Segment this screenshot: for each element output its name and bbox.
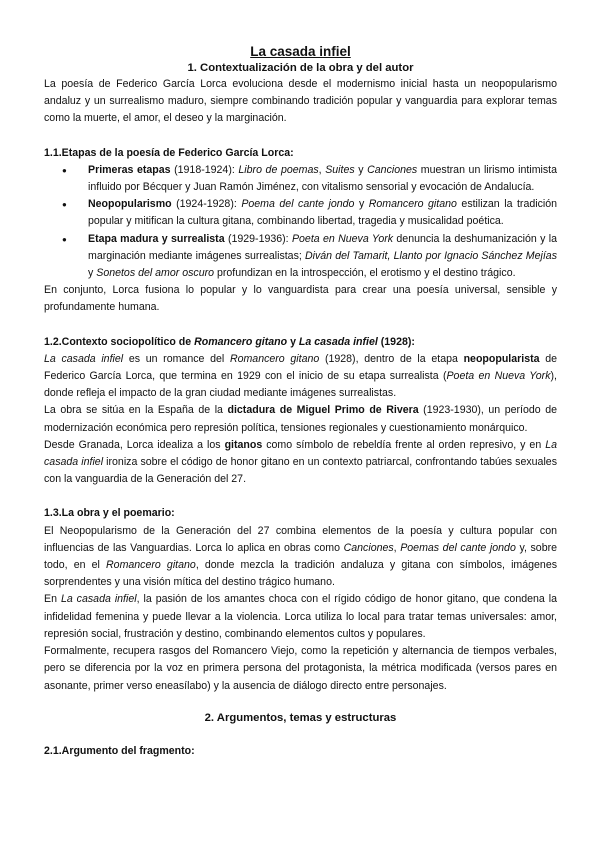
subsection-1-2-paragraph-3: Desde Granada, Lorca idealiza a los gitanos como símbolo de rebeldía frente al orden represivo, y en La casada infiel ironiza sobre el código de honor gitano en un contexto patriarcal, confrontando tabúes sexuales con la vanguardia de la Generación del 27. bbox=[44, 438, 557, 486]
section-1-heading: 1. Contextualización de la obra y del autor bbox=[187, 62, 414, 74]
list-item: ● Primeras etapas (1918-1924): Libro de poemas, Suites y Canciones muestran un lirismo intimista influido por Bécquer y Juan Ramón Jiménez, con vitalismo sensorial y evocación de Andalucía. bbox=[88, 162, 557, 196]
list-item: ● Etapa madura y surrealista (1929-1936): Poeta en Nueva York denuncia la deshumanización y la marginación mediante imágenes surrealistas; Diván del Tamarit, Llanto por Ignacio Sánchez Mejías y Sonetos del amor oscuro profundizan en la introspección, el erotismo y el destino trágico. bbox=[88, 231, 557, 283]
list-item: ● Neopopularismo (1924-1928): Poema del cante jondo y Romancero gitano estilizan la tradición popular y mitifican la cultura gitana, combinando libertad, tragedia y musicalidad poética. bbox=[88, 196, 557, 230]
subsection-1-1-heading: 1.1.Etapas de la poesía de Federico García Lorca: bbox=[44, 146, 294, 159]
document-title: La casada infiel bbox=[250, 44, 351, 59]
subsection-1-3-paragraph-1: El Neopopularismo de la Generación del 27 combina elementos de la poesía y cultura popular con influencias de las Vanguardias. Lorca lo aplica en obras como Canciones, Poemas del cante jondo y, sobre todo, en el Romancero gitano, donde mezcla la tradición andaluza y gitana con símbolos, imágenes sorprendentes y una visión mítica del destino trágico humano. bbox=[44, 524, 558, 589]
section-1-intro: La poesía de Federico García Lorca evoluciona desde el modernismo inicial hasta un neopopularismo andaluz y un surrealismo maduro, siempre combinando tradición popular y vanguardia para explorar temas como la muerte, el amor, el deseo y la marginación. bbox=[44, 78, 557, 125]
subsection-1-2-paragraph-2: La obra se sitúa en la España de la dictadura de Miguel Primo de Rivera (1923-1930), un período de modernización económica pero represión política, tensiones regionales y cuestionamiento monárquico. bbox=[44, 404, 557, 434]
subsection-1-1-closing: En conjunto, Lorca fusiona lo popular y lo vanguardista para crear una poesía universal, sensible y profundamente humana. bbox=[44, 284, 557, 314]
subsection-2-1-heading: 2.1.Argumento del fragmento: bbox=[44, 744, 195, 757]
document-page bbox=[44, 44, 557, 760]
subsection-1-3-heading: 1.3.La obra y el poemario: bbox=[44, 507, 175, 520]
subsection-1-2-paragraph-1: La casada infiel es un romance del Romancero gitano (1928), dentro de la etapa neopopularista de Federico García Lorca, que termina en 1929 con el inicio de su etapa surrealista (Poeta en Nueva York), donde refleja el impacto de la gran ciudad mediante imágenes surrealistas. bbox=[44, 352, 557, 400]
subsection-1-2-heading: 1.2.Contexto sociopolítico de Romancero gitano y La casada infiel (1928): bbox=[44, 335, 415, 348]
section-2-heading: 2. Argumentos, temas y estructuras bbox=[204, 711, 397, 724]
subsection-1-3-paragraph-2: En La casada infiel, la pasión de los amantes choca con el rígido código de honor gitano, que condena la infidelidad femenina y puede llevar a la violencia. Lorca utiliza lo local para tratar temas universales: amor, represión social, frustración y destino, combinando elementos cultos y populares. bbox=[44, 593, 557, 640]
stages-list bbox=[44, 162, 557, 282]
subsection-1-3-paragraph-3: Formalmente, recupera rasgos del Romancero Viejo, como la repetición y alternancia de tiempos verbales, pero se diferencia por la voz en primera persona del protagonista, la métrica modificada (versos pares en asonante, primer verso eneasílabo) y la ausencia de diálogo directo entre personajes. bbox=[44, 645, 557, 692]
